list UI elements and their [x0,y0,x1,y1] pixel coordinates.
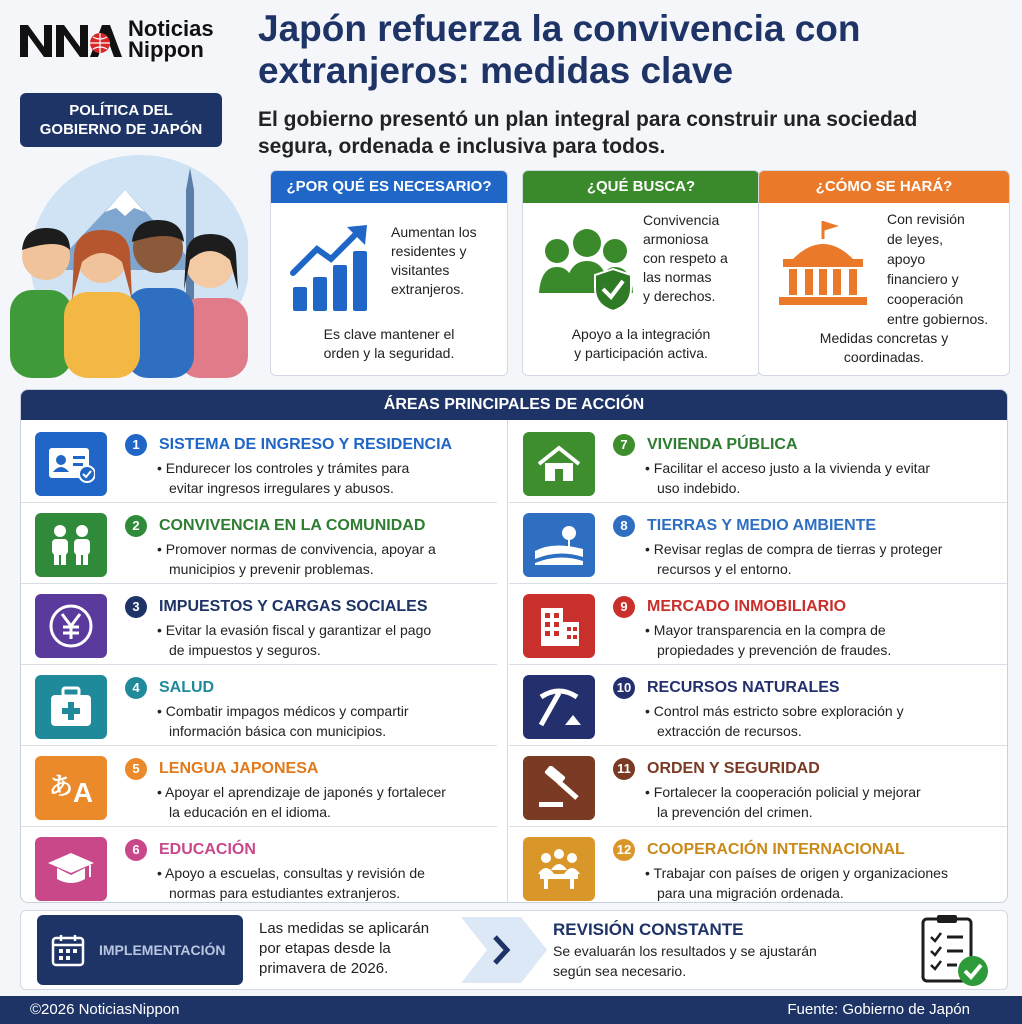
area-number: 11 [613,758,635,780]
areas-left-column [21,422,497,903]
area-description: • Trabajar con países de origen y organizaciones para una migración ordenada. [645,865,948,901]
area-name: COOPERACIÓN INTERNACIONAL [647,841,905,858]
card-why-header: ¿POR QUÉ ES NECESARIO? [271,171,507,203]
area-description: • Apoyo a escuelas, consultas y revisión de normas para estudiantes extranjeros. [157,865,425,901]
nn-logo-icon [18,19,122,59]
implementation-panel [20,910,1008,990]
action-areas-title: ÁREAS PRINCIPALES DE ACCIÓN [21,390,1007,420]
review-block [553,919,817,981]
id-card-icon [35,432,107,496]
card-goal-header: ¿QUÉ BUSCA? [523,171,759,203]
footer-source: Fuente: Gobierno de Japón [787,1001,970,1018]
area-name: TIERRAS Y MEDIO AMBIENTE [647,517,877,534]
area-number: 9 [613,596,635,618]
meeting-icon [523,837,595,901]
area-description: • Endurecer los controles y trámites para evitar ingresos irregulares y abusos. [157,460,410,496]
area-description: • Mayor transparencia en la compra de propiedades y prevención de fraudes. [645,622,892,658]
area-item-4 [21,665,497,746]
area-description: • Combatir impagos médicos y compartir información básica con municipios. [157,703,409,739]
area-item-3 [21,584,497,665]
area-item-5 [21,746,497,827]
brand-name: Noticias Nippon [128,16,214,62]
area-description: • Apoyar el aprendizaje de japonés y fortalecer la educación en el idioma. [157,784,446,820]
area-number: 4 [125,677,147,699]
people-icon [35,513,107,577]
area-name: MERCADO INMOBILIARIO [647,598,847,615]
areas-right-column [509,422,1007,903]
people-illustration [10,150,248,378]
footer-bar [0,996,1022,1024]
area-name: CONVIVENCIA EN LA COMUNIDAD [159,517,426,534]
brand-logo [18,14,230,64]
area-item-7 [509,422,1007,503]
footer-copyright: ©2026 NoticiasNippon [30,1001,180,1018]
area-item-10 [509,665,1007,746]
area-number: 7 [613,434,635,456]
subheadline: El gobierno presentó un plan integral para construir una sociedad segura, ordenada e inclusiva para todos. [258,108,918,158]
medical-kit-icon [35,675,107,739]
language-icon: あ A [35,756,107,820]
graduation-cap-icon [35,837,107,901]
card-how: ¿CÓMO SE HARÁ? Con revisión de leyes, apoyo financiero y cooperación entre gobiernos. Medidas concretas y coordinadas. [758,170,1010,376]
area-number: 3 [125,596,147,618]
house-icon [523,432,595,496]
area-number: 1 [125,434,147,456]
area-number: 10 [613,677,635,699]
chevron-right-icon [461,917,547,983]
pickaxe-icon [523,675,595,739]
card-how-header: ¿CÓMO SE HARÁ? [759,171,1009,203]
policy-badge: POLÍTICA DEL GOBIERNO DE JAPÓN [20,93,222,147]
area-description: • Fortalecer la cooperación policial y mejorar la prevención del crimen. [645,784,921,820]
area-item-11 [509,746,1007,827]
area-number: 12 [613,839,635,861]
area-name: SISTEMA DE INGRESO Y RESIDENCIA [159,436,453,453]
building-icon [523,594,595,658]
checklist-icon [919,913,991,989]
area-description: • Revisar reglas de compra de tierras y proteger recursos y el entorno. [645,541,943,577]
area-name: LENGUA JAPONESA [159,760,319,777]
government-building-icon [775,219,871,309]
area-item-1 [21,422,497,503]
area-name: ORDEN Y SEGURIDAD [647,760,820,777]
yen-icon [35,594,107,658]
area-item-8 [509,503,1007,584]
area-name: EDUCACIÓN [159,841,256,858]
headline: Japón refuerza la convivencia con extranjeros: medidas clave [258,8,861,91]
area-description: • Promover normas de convivencia, apoyar a municipios y prevenir problemas. [157,541,436,577]
action-areas [20,389,1008,903]
area-number: 8 [613,515,635,537]
area-item-12 [509,827,1007,903]
card-why: ¿POR QUÉ ES NECESARIO? Aumentan los residentes y visitantes extranjeros. Es clave mantener el orden y la seguridad. [270,170,508,376]
area-description: • Control más estricto sobre exploración y extracción de recursos. [645,703,904,739]
area-name: RECURSOS NATURALES [647,679,840,696]
implementation-badge [37,915,243,985]
area-item-2 [21,503,497,584]
landscape-icon [523,513,595,577]
area-description: • Evitar la evasión fiscal y garantizar el pago de impuestos y seguros. [157,622,432,658]
area-number: 6 [125,839,147,861]
area-number: 5 [125,758,147,780]
review-title: REVISIÓN CONSTANTE [553,920,744,939]
area-item-9 [509,584,1007,665]
area-name: SALUD [159,679,215,696]
growth-chart-icon [289,221,373,313]
area-description: • Facilitar el acceso justo a la vivienda y evitar uso indebido. [645,460,931,496]
area-item-6 [21,827,497,903]
area-name: VIVIENDA PÚBLICA [647,436,798,453]
implementation-text: Las medidas se aplicarán por etapas desde la primavera de 2026. [259,920,430,977]
area-name: IMPUESTOS Y CARGAS SOCIALES [159,598,428,615]
gavel-icon [523,756,595,820]
community-shield-icon [537,221,637,313]
area-number: 2 [125,515,147,537]
calendar-icon [51,933,85,967]
card-goal: ¿QUÉ BUSCA? Convivencia armoniosa con respeto a las normas y derechos. Apoyo a la integración y participación activa. [522,170,760,376]
review-text: Se evaluarán los resultados y se ajustarán según sea necesario. [553,943,817,979]
implementation-label: IMPLEMENTACIÓN [99,942,226,958]
